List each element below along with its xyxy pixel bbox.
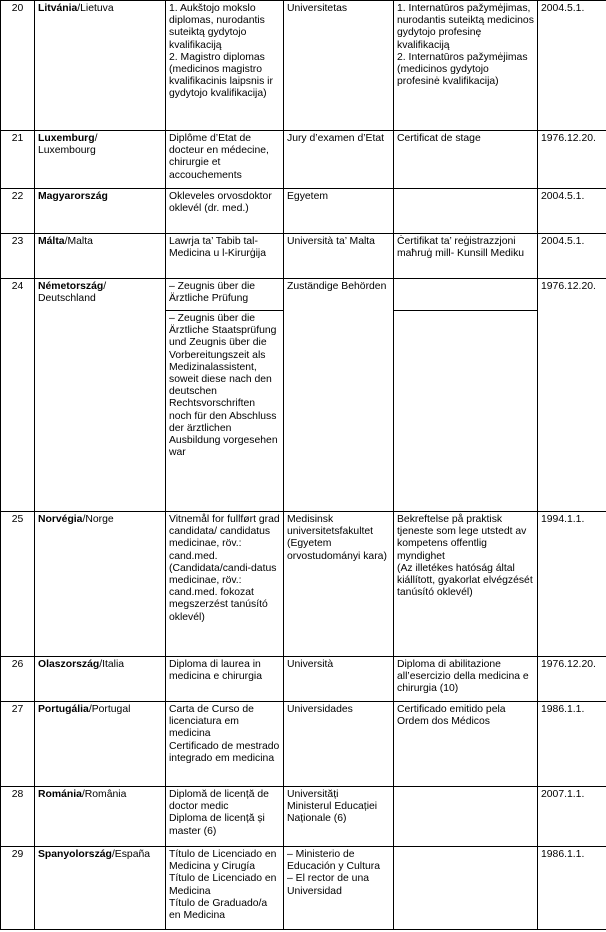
diploma-cell: – Zeugnis über die Ärztliche Staatsprüfung und Zeugnis über die Vorbereitungszeit als Medizinalassistent, soweit diese nach den deutschen Rechtsvorschriften noch für den Abschluss der ärztlichen Ausbildung vorgesehen war: [166, 311, 284, 512]
row-number: 28: [1, 787, 35, 847]
issuing-body-cell: Universități Ministerul Educației Naționale (6): [284, 787, 394, 847]
table-row: [1, 131, 606, 189]
table-row: [1, 279, 606, 311]
country-name-hu: Magyarország: [38, 191, 108, 202]
date-cell: 2004.5.1.: [538, 1, 606, 131]
issuing-body-cell: Universidades: [284, 702, 394, 787]
date-cell: 2004.5.1.: [538, 189, 606, 234]
certificate-cell: [394, 279, 538, 311]
country-name-local: /España: [111, 849, 151, 860]
table-row: [1, 512, 606, 657]
country-cell: [35, 234, 166, 279]
date-cell: 1976.12.20.: [538, 279, 606, 512]
country-name-local: /Malta: [64, 236, 93, 247]
table-row: [1, 1, 606, 131]
certificate-cell: 1. Internatūros pažymėjimas, nurodantis suteiktą medicinos gydytojo profesinę kvalifikaciją 2. Internatūros pažymėjimas (medicinos gydytojo profesinė kvalifikacija): [394, 1, 538, 131]
diploma-cell: Lawrja ta’ Tabib tal-Medicina u l-Kirurġija: [166, 234, 284, 279]
diploma-cell: Okleveles orvosdoktor oklevél (dr. med.): [166, 189, 284, 234]
date-cell: 1976.12.20.: [538, 131, 606, 189]
country-name-local: /România: [81, 789, 127, 800]
date-cell: 1994.1.1.: [538, 512, 606, 657]
table-row: [1, 657, 606, 702]
country-cell: [35, 847, 166, 930]
diploma-cell: Carta de Curso de licenciatura em medicina Certificado de mestrado integrado em medicina: [166, 702, 284, 787]
diploma-cell: 1. Aukštojo mokslo diplomas, nurodantis suteiktą gydytojo kvalifikaciją 2. Magistro diplomas (medicinos magistro kvalifikacinis laipsnis ir gydytojo kvalifikacija): [166, 1, 284, 131]
country-name-hu: Norvégia: [38, 514, 83, 525]
date-cell: 1976.12.20.: [538, 657, 606, 702]
date-cell: 2004.5.1.: [538, 234, 606, 279]
country-name-local: / Luxembourg: [38, 133, 98, 157]
country-cell: [35, 189, 166, 234]
issuing-body-cell: Università ta’ Malta: [284, 234, 394, 279]
certificate-cell: [394, 787, 538, 847]
issuing-body-cell: – Ministerio de Educación y Cultura – El rector de una Universidad: [284, 847, 394, 930]
country-cell: [35, 279, 166, 512]
country-name-hu: Málta: [38, 236, 65, 247]
country-name-hu: Luxemburg: [38, 133, 95, 144]
diploma-cell: Título de Licenciado en Medicina y Cirugía Título de Licenciado en Medicina Título de Graduado/a en Medicina: [166, 847, 284, 930]
certificate-cell: Certificado emitido pela Ordem dos Médicos: [394, 702, 538, 787]
country-name-hu: Olaszország: [38, 659, 100, 670]
country-cell: [35, 512, 166, 657]
certificate-cell: Certificat de stage: [394, 131, 538, 189]
country-cell: [35, 787, 166, 847]
country-name-local: /Lietuva: [77, 3, 114, 14]
date-cell: 1986.1.1.: [538, 847, 606, 930]
certificate-cell: Bekreftelse på praktisk tjeneste som lege utstedt av kompetens offentlig myndighet (Az illetékes hatóság által kiállított, gyakorlat elvégzését tanúsító oklevél): [394, 512, 538, 657]
issuing-body-cell: Universitetas: [284, 1, 394, 131]
row-number: 20: [1, 1, 35, 131]
country-cell: [35, 131, 166, 189]
certificate-cell: Ċertifikat ta’ reġistrazzjoni maħruġ mill- Kunsill Mediku: [394, 234, 538, 279]
diploma-cell: Diploma di laurea in medicina e chirurgia: [166, 657, 284, 702]
row-number: 26: [1, 657, 35, 702]
table-row: [1, 847, 606, 930]
row-number: 22: [1, 189, 35, 234]
row-number: 21: [1, 131, 35, 189]
row-number: 24: [1, 279, 35, 512]
date-cell: 2007.1.1.: [538, 787, 606, 847]
diploma-cell: Diplôme d’Etat de docteur en médecine, chirurgie et accouchements: [166, 131, 284, 189]
certificate-cell: [394, 311, 538, 512]
table-row: [1, 234, 606, 279]
row-number: 25: [1, 512, 35, 657]
country-name-local: /Portugal: [88, 704, 131, 715]
country-name-local: /Norge: [82, 514, 114, 525]
table-row: [1, 787, 606, 847]
country-name-local: / Deutschland: [38, 281, 107, 305]
issuing-body-cell: Università: [284, 657, 394, 702]
country-cell: [35, 1, 166, 131]
diploma-cell: – Zeugnis über die Ärztliche Prüfung: [166, 279, 284, 311]
country-name-hu: Románia: [38, 789, 82, 800]
certificate-cell: [394, 189, 538, 234]
issuing-body-cell: Medisinsk universitetsfakultet (Egyetem orvostudományi kara): [284, 512, 394, 657]
table-row: [1, 702, 606, 787]
row-number: 23: [1, 234, 35, 279]
row-number: 29: [1, 847, 35, 930]
country-cell: [35, 702, 166, 787]
table-row: [1, 189, 606, 234]
certificate-cell: [394, 847, 538, 930]
country-name-hu: Portugália: [38, 704, 89, 715]
country-cell: [35, 657, 166, 702]
diploma-cell: Diplomă de licență de doctor medic Diploma de licență și master (6): [166, 787, 284, 847]
country-name-hu: Litvánia: [38, 3, 78, 14]
diploma-cell: Vitnemål for fullført grad candidata/ candidatus medicinae, röv.: cand.med. (Candidata/candi-datus medicinae, röv.: cand.med. fokozat megszerzést tanúsító oklevél): [166, 512, 284, 657]
issuing-body-cell: Egyetem: [284, 189, 394, 234]
date-cell: 1986.1.1.: [538, 702, 606, 787]
row-number: 27: [1, 702, 35, 787]
country-name-hu: Spanyolország: [38, 849, 112, 860]
issuing-body-cell: Zuständige Behörden: [284, 279, 394, 512]
issuing-body-cell: Jury d’examen d’Etat: [284, 131, 394, 189]
country-name-local: /Italia: [99, 659, 125, 670]
certificate-cell: Diploma di abilitazione all’esercizio della medicina e chirurgia (10): [394, 657, 538, 702]
country-name-hu: Németország: [38, 281, 104, 292]
